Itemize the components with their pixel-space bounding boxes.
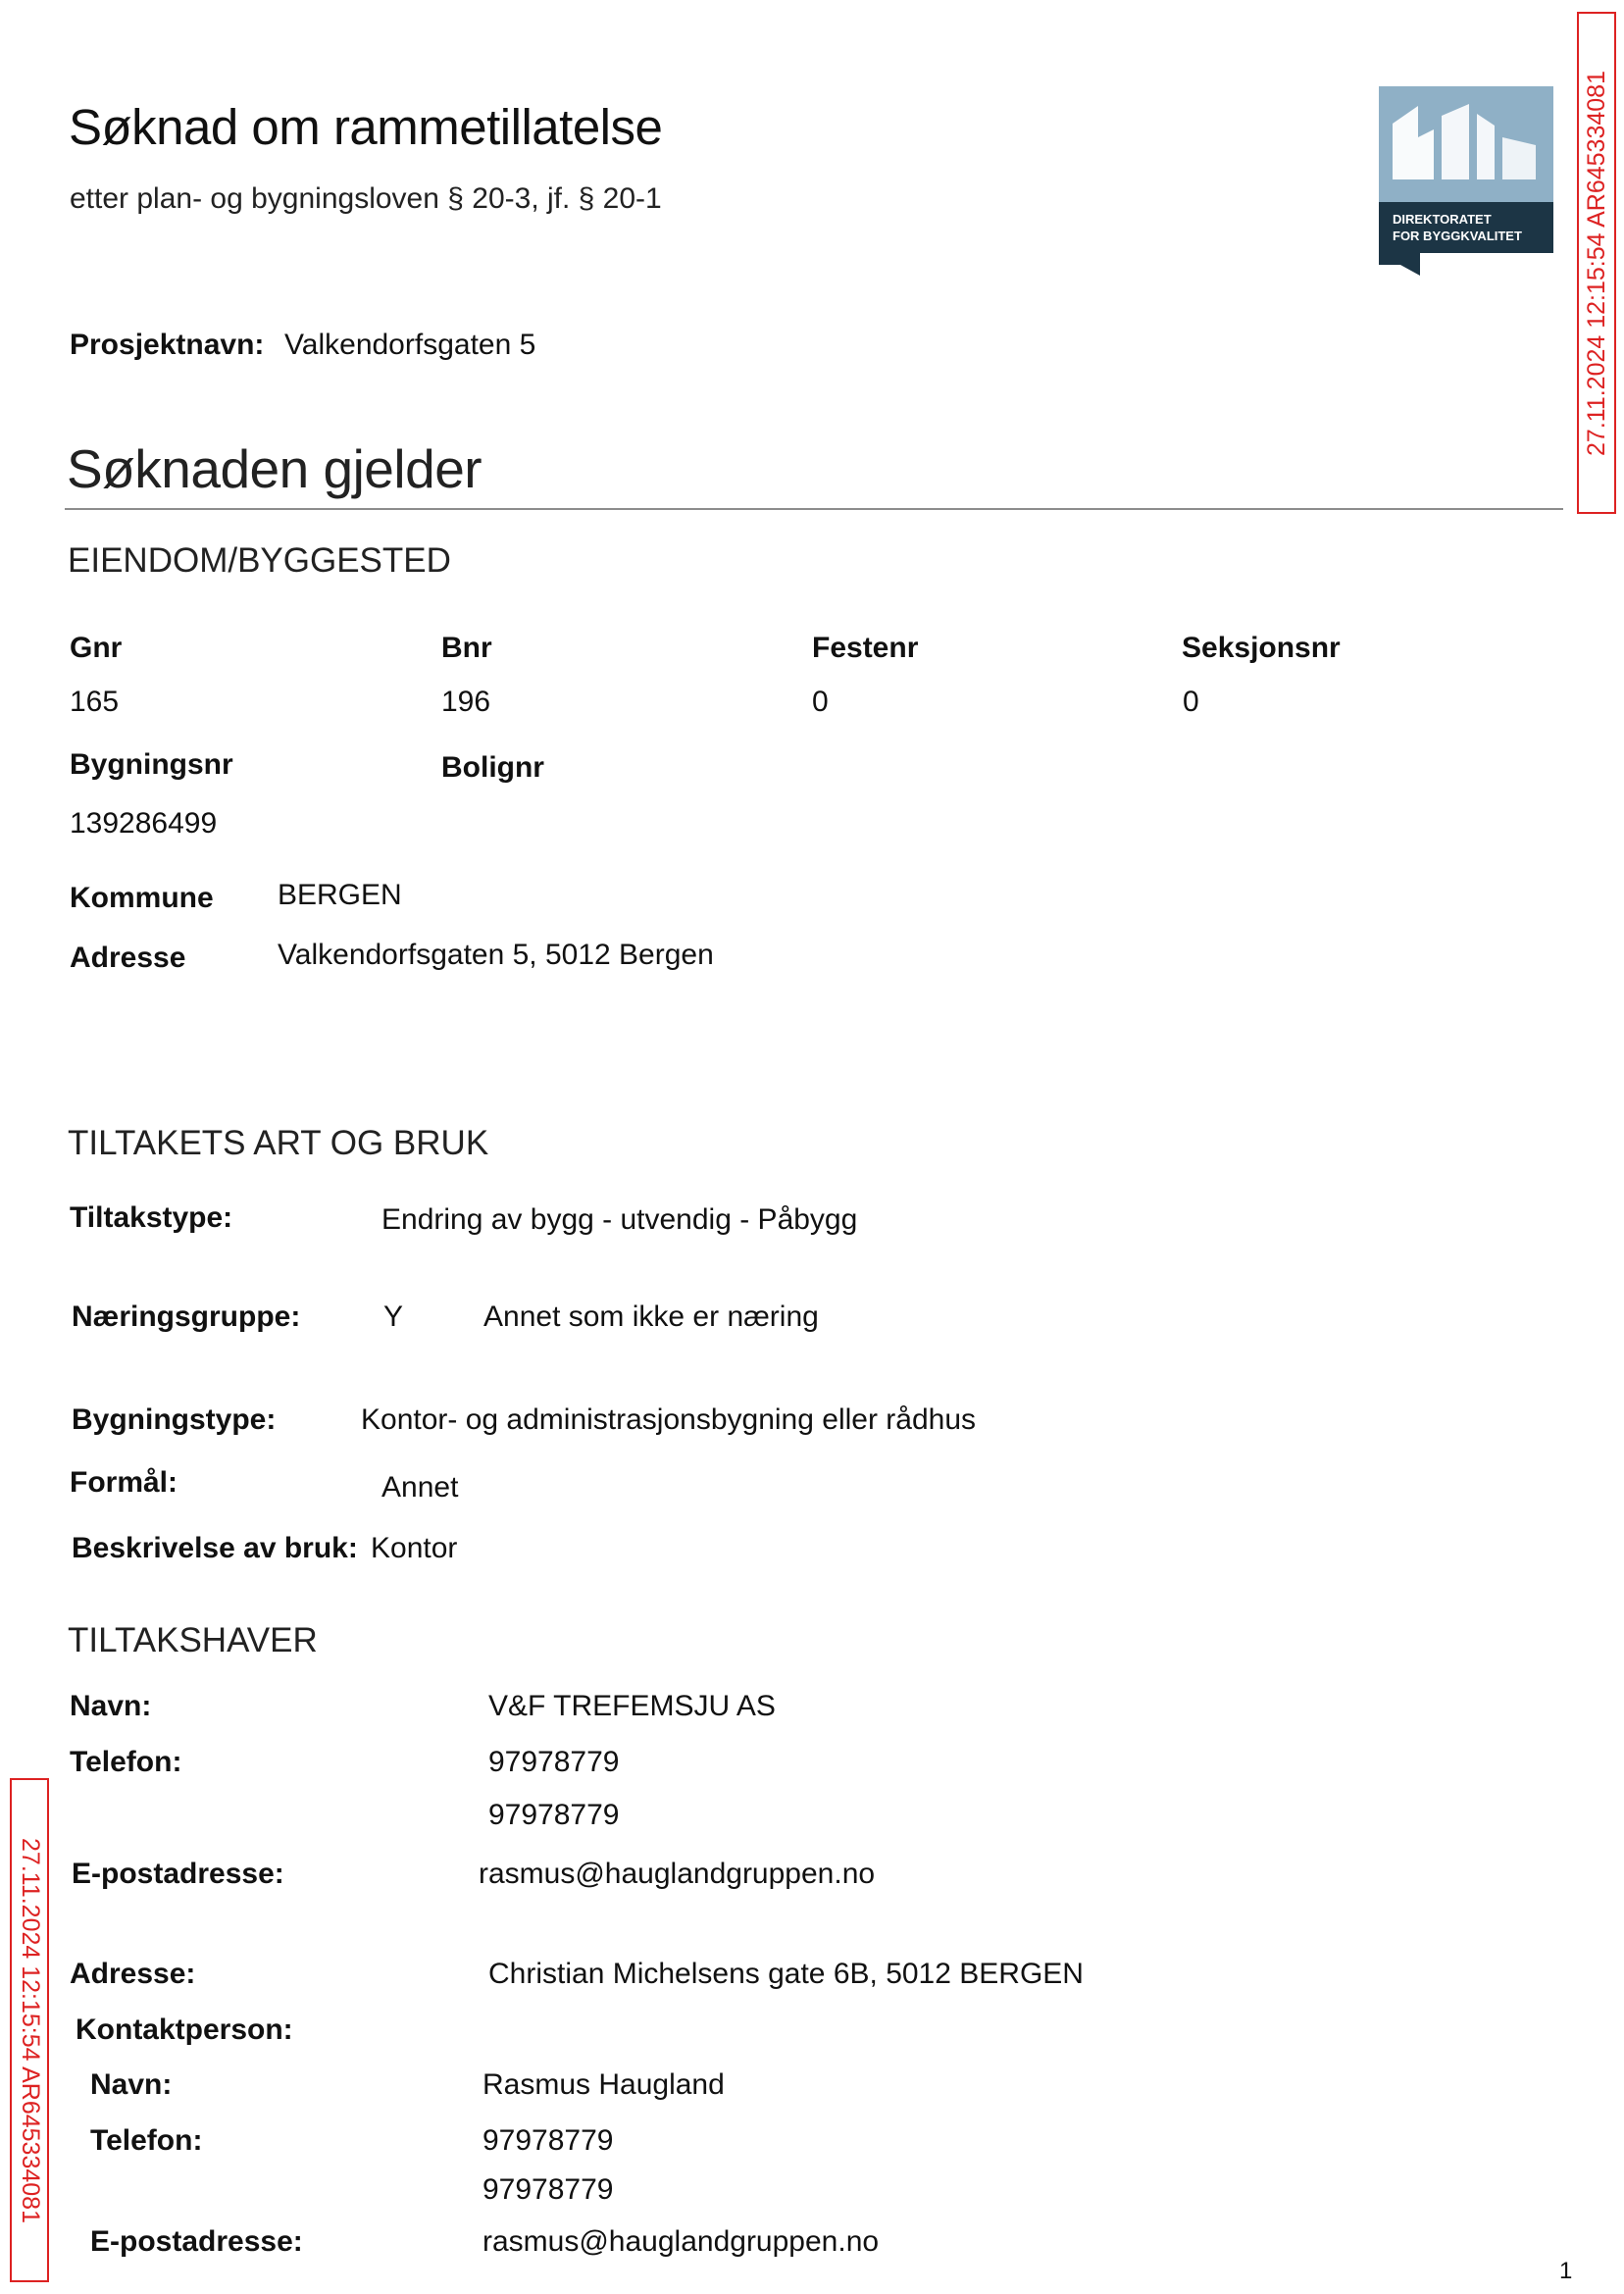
tiltakshaver-adresse-label: Adresse: bbox=[70, 1958, 196, 1990]
document-title: Søknad om rammetillatelse bbox=[69, 99, 663, 155]
bygningstype-label: Bygningstype: bbox=[72, 1403, 277, 1436]
kontakt-navn-label: Navn: bbox=[90, 2068, 173, 2101]
section-heading: Søknaden gjelder bbox=[67, 438, 482, 499]
project-name-label: Prosjektnavn: bbox=[70, 329, 265, 361]
naeringsgruppe-code: Y bbox=[383, 1300, 404, 1333]
eiendom-heading: EIENDOM/BYGGESTED bbox=[68, 541, 451, 580]
seksjonsnr-label: Seksjonsnr bbox=[1182, 632, 1341, 664]
logo-text-2: FOR BYGGKVALITET bbox=[1393, 229, 1522, 243]
adresse-value: Valkendorfsgaten 5, 5012 Bergen bbox=[278, 939, 714, 971]
received-stamp-top bbox=[1577, 12, 1616, 514]
bolignr-label: Bolignr bbox=[441, 751, 544, 784]
gnr-label: Gnr bbox=[70, 632, 123, 664]
tiltakshaver-navn-value: V&F TREFEMSJU AS bbox=[488, 1690, 776, 1722]
beskrivelse-label: Beskrivelse av bruk: bbox=[72, 1532, 358, 1564]
festenr-value: 0 bbox=[812, 686, 829, 718]
kommune-value: BERGEN bbox=[278, 879, 402, 911]
project-name-value: Valkendorfsgaten 5 bbox=[284, 329, 536, 361]
formaal-label: Formål: bbox=[70, 1466, 178, 1499]
kontakt-epost-label: E-postadresse: bbox=[90, 2225, 303, 2258]
formaal-value: Annet bbox=[381, 1471, 459, 1504]
naeringsgruppe-value: Annet som ikke er næring bbox=[483, 1300, 819, 1333]
tiltakshaver-telefon-value-2: 97978779 bbox=[488, 1799, 620, 1831]
dibk-logo-graphic bbox=[1379, 86, 1553, 276]
bygningstype-value: Kontor- og administrasjonsbygning eller rådhus bbox=[361, 1403, 977, 1436]
kontakt-telefon-value-1: 97978779 bbox=[482, 2124, 614, 2157]
tiltak-heading: TILTAKETS ART OG BRUK bbox=[68, 1124, 489, 1162]
received-stamp-top-text: 27.11.2024 12:15:54 AR645334081 bbox=[1582, 70, 1610, 456]
tiltakshaver-epost-value: rasmus@hauglandgruppen.no bbox=[479, 1858, 876, 1890]
beskrivelse-value: Kontor bbox=[371, 1532, 458, 1564]
logo-text-1: DIREKTORATET bbox=[1393, 212, 1492, 227]
page-number: 1 bbox=[1559, 2258, 1573, 2284]
festenr-label: Festenr bbox=[812, 632, 919, 664]
tiltakshaver-navn-label: Navn: bbox=[70, 1690, 152, 1722]
received-stamp-bottom bbox=[10, 1778, 49, 2282]
bnr-label: Bnr bbox=[441, 632, 492, 664]
seksjonsnr-value: 0 bbox=[1183, 686, 1199, 718]
received-stamp-bottom-text: 27.11.2024 12:15:54 AR645334081 bbox=[16, 1837, 44, 2223]
naeringsgruppe-label: Næringsgruppe: bbox=[72, 1300, 301, 1333]
adresse-label: Adresse bbox=[70, 942, 186, 974]
kontakt-epost-value: rasmus@hauglandgruppen.no bbox=[482, 2225, 880, 2258]
kommune-label: Kommune bbox=[70, 882, 214, 914]
tiltakshaver-heading: TILTAKSHAVER bbox=[68, 1621, 318, 1659]
gnr-value: 165 bbox=[70, 686, 120, 718]
bygningsnr-value: 139286499 bbox=[70, 807, 218, 840]
section-divider bbox=[65, 508, 1563, 510]
kontakt-navn-value: Rasmus Haugland bbox=[482, 2068, 725, 2101]
dibk-logo bbox=[1379, 86, 1553, 276]
tiltakshaver-telefon-value-1: 97978779 bbox=[488, 1746, 620, 1778]
document-subtitle: etter plan- og bygningsloven § 20-3, jf. § 20-1 bbox=[70, 182, 662, 215]
bnr-value: 196 bbox=[441, 686, 491, 718]
bygningsnr-label: Bygningsnr bbox=[70, 748, 233, 781]
tiltakshaver-telefon-label: Telefon: bbox=[70, 1746, 182, 1778]
kontakt-telefon-value-2: 97978779 bbox=[482, 2173, 614, 2206]
tiltakshaver-epost-label: E-postadresse: bbox=[72, 1858, 284, 1890]
tiltakshaver-adresse-value: Christian Michelsens gate 6B, 5012 BERGEN bbox=[488, 1958, 1084, 1990]
kontakt-telefon-label: Telefon: bbox=[90, 2124, 203, 2157]
tiltakstype-value: Endring av bygg - utvendig - Påbygg bbox=[381, 1203, 858, 1236]
kontaktperson-label: Kontaktperson: bbox=[76, 2014, 293, 2046]
tiltakstype-label: Tiltakstype: bbox=[70, 1201, 233, 1234]
